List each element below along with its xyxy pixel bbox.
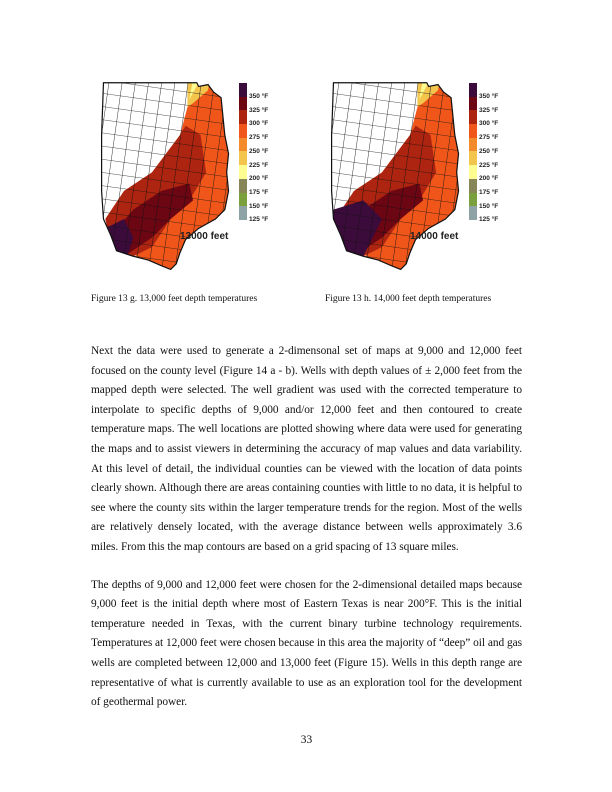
figure-13g-map [96,72,296,282]
legend-label: 200 °F [479,175,499,183]
legend-swatch [239,151,247,165]
legend-label: 350 °F [249,93,269,100]
legend-label: 300 °F [479,120,499,128]
temperature-map [326,72,466,282]
legend-swatch [469,165,477,179]
legend [469,83,477,220]
temperature-map [96,72,236,282]
legend-label: 225 °F [479,161,499,169]
legend-swatch [239,138,247,152]
legend-label: 300 °F [249,120,269,128]
legend-swatch [469,206,477,220]
legend-swatch [469,124,477,138]
legend-label: 325 °F [479,106,499,114]
legend-swatch [239,193,247,207]
page-number: 33 [300,733,313,746]
legend-label: 200 °F [249,175,269,183]
legend-label: 175 °F [479,188,499,196]
legend-swatch [239,179,247,193]
figure-13g-caption: Figure 13 g. 13,000 feet depth temperatures [91,294,258,304]
legend-swatch [469,110,477,124]
paragraph-2: The depths of 9,000 and 12,000 feet were chosen for the 2-dimensional detailed maps because 9,000 feet is the initial depth where most of Eastern Texas is near 200°F. This is the initial temperature needed in Texas, with the current binary turbine technology requirements. Temperatures at 12,000 feet were chosen because in this area the majority of “deep” oil and gas wells are completed between 12,000 and 13,000 feet (Figure 15). Wells in this depth range are representative of what is currently available to use as an exploration tool for the development of geothermal power. [91,578,522,709]
depth-label: 13000 feet [180,231,229,242]
paragraph-1: Next the data were used to generate a 2-dimensonal set of maps at 9,000 and 12,000 feet focused on the county level (Figure 14 a - b). Wells with depth values of ± 2,000 feet from the mapped depth were selected. The well gradient was used with the corrected temperature to interpolate to specific depths of 9,000 and/or 12,000 feet and then contoured to create temperature maps. The well locations are plotted showing where data were used for generating the maps and to assist viewers in determining the accuracy of map values and data variability. At this level of detail, the individual counties can be viewed with the location of data points clearly shown. Although there are areas containing counties with little to no data, it is helpful to see where the county sits within the larger temperature trends for the region. Most of the wells are relatively densely located, with the average distance between wells approximately 3.6 miles. From this the map contours are based on a grid spacing of 13 square miles. [91,345,522,553]
body-text [91,342,522,747]
depth-label: 14000 feet [410,231,459,242]
legend-swatch [239,83,247,97]
figure-13h-map [326,72,526,282]
legend-label: 275 °F [479,134,499,142]
legend-swatch [469,97,477,111]
legend-label: 325 °F [249,106,269,114]
legend-swatch [469,179,477,193]
legend-swatch [239,206,247,220]
legend-label: 150 °F [479,202,499,210]
legend-label: 225 °F [249,161,269,169]
figure-13h-caption: Figure 13 h. 14,000 feet depth temperatures [325,294,492,304]
legend-label: 250 °F [479,147,499,155]
legend-label: 350 °F [479,93,499,100]
legend-label: 125 °F [479,216,499,224]
legend-label: 175 °F [249,188,269,196]
legend-label: 125 °F [249,216,269,224]
legend [239,83,247,220]
legend-swatch [239,110,247,124]
legend-swatch [239,165,247,179]
legend-swatch [239,97,247,111]
legend-swatch [469,193,477,207]
legend-swatch [469,151,477,165]
legend-label: 275 °F [249,134,269,142]
legend-label: 250 °F [249,147,269,155]
legend-swatch [469,138,477,152]
legend-label: 150 °F [249,202,269,210]
legend-swatch [239,124,247,138]
legend-swatch [469,83,477,97]
